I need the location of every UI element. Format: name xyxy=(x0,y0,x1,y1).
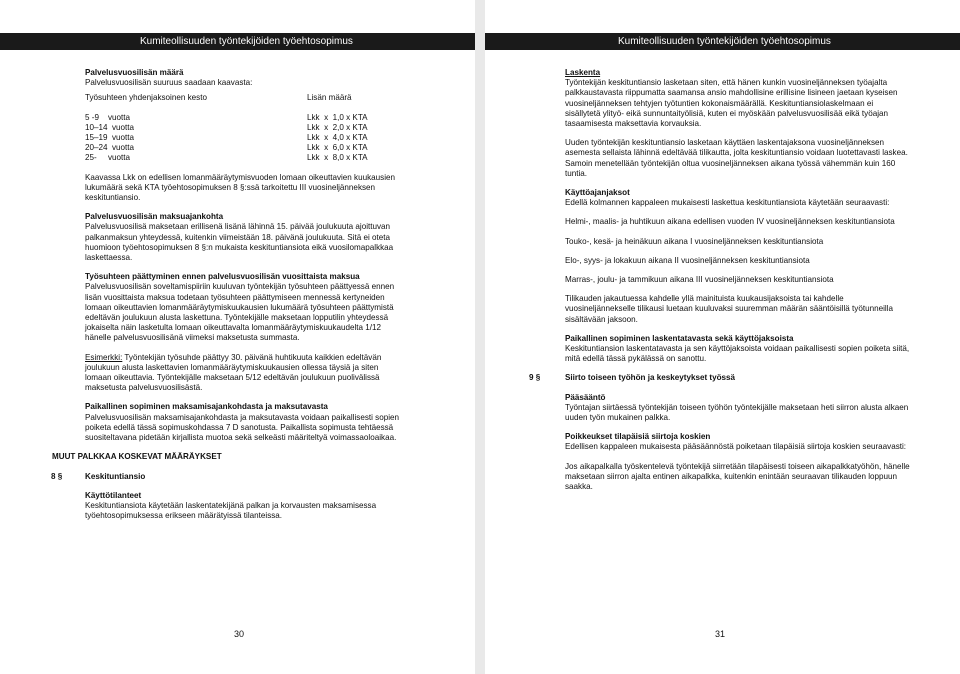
periods-intro: Edellä kolmannen kappaleen mukaisesti laskettua keskituntiansiota käytetään seuraavasti: xyxy=(565,198,890,208)
left-page xyxy=(0,0,475,674)
local-text: Palvelusvuosilisän maksamisajankohdasta ja maksutavasta voidaan paikallisesti sopien poiketa edellä tässä sopimuskohdassa 7 D sanotusta. Paikallista sopimusta tehtäessä suositeltavana pidetään kirjallista muotoa sekä selkeästi määriteltyä voimassaoloaikaa. xyxy=(85,412,400,443)
table-row xyxy=(85,123,403,133)
section-number: 8 § xyxy=(51,471,63,481)
new-employee-text: Uuden työntekijän keskituntiansio lasketaan käyttäen laskentajaksona vuosineljänneksen asemesta sellaista lähinnä edeltävää tilikautta, jolta keskituntiansio voidaan luotettavasti laskea. Samoin menetellään työntekijän oltua vuosineljänneksen aikana työssä vähemmän kuin 160 tuntia. xyxy=(565,138,908,178)
table-cell-duration: 25- vuotta xyxy=(85,153,130,163)
table-cell-duration: 10–14 vuotta xyxy=(85,122,135,132)
example-text: Työntekijän työsuhde päättyy 30. päivänä huhtikuuta kaikkien edeltävän joulukuun alusta laskettavien lomanmääräytymiskuukausien ollessa täysiä ja siten lomaan oikeuttavia. Työntekijälle maksetaan 5/12 edeltävän joulukuun puolivälissä maksetusta palvelusvuosilisästä. xyxy=(85,352,382,393)
table-cell-duration: 20–24 vuotta xyxy=(85,143,135,153)
page-header xyxy=(485,33,960,50)
amount-table xyxy=(85,113,403,164)
page-header xyxy=(0,33,475,50)
table-cell-duration: 15–19 vuotta xyxy=(85,133,135,143)
table-cell-duration: 5 -9 vuotta xyxy=(85,112,130,122)
period-item: Marras-, joulu- ja tammikuun aikana III vuosineljänneksen keskituntiansiota xyxy=(565,275,834,285)
exceptions-heading: Poikkeukset tilapäisiä siirtoja koskien xyxy=(565,432,711,442)
table-row xyxy=(85,113,403,123)
payment-heading: Palvelusvuosilisän maksuajankohta xyxy=(85,212,224,222)
section-8-title xyxy=(51,471,403,482)
local-text: Keskituntiansion laskentatavasta ja sen käyttöjaksoista voidaan paikallisesti sopien poiketa siitä, mitä edellä tässä pykälässä on sanottu. xyxy=(565,344,910,364)
calc-text: Työntekijän keskituntiansio lasketaan siten, että hänen kunkin vuosineljänneksen työajalta palkkaustavasta riippumatta saamansa ansio mahdollisine erillisine lisineen jaetaan kyseisen vuosineljänneksen tehtyjen työtuntien kokonaismäärällä. Keskituntiansiolaskelmaan ei sisällytetä ylityö- eikä sunnuntaityölisiä, kuten ei myöskään palvelusvuosilisää eikä työajan tasaamisesta maksettavia korvauksia. xyxy=(565,78,898,129)
section-9-title xyxy=(529,373,910,383)
amount-intro: Palvelusvuosilisän suuruus saadaan kaavasta: xyxy=(85,78,253,88)
right-page xyxy=(485,0,960,674)
local-heading: Paikallinen sopiminen maksamisajankohdasta ja maksutavasta xyxy=(85,402,328,412)
example-paragraph xyxy=(85,353,403,394)
rule-text: Työntajan siirtäessä työntekijän toiseen työhön työntekijälle maksetaan heti siirron alusta alkaen uuden työn mukainen palkka. xyxy=(565,402,909,423)
exceptions-text: Edellisen kappaleen mukaisesta pääsäännöstä poiketaan tilapäisiä siirtoja koskien seuraavasti: xyxy=(565,442,907,452)
usage-heading: Käyttötilanteet xyxy=(85,490,142,500)
section-number: 9 § xyxy=(529,373,541,383)
period-item: Touko-, kesä- ja heinäkuun aikana I vuosineljänneksen keskituntiansiota xyxy=(565,236,824,246)
table-header xyxy=(85,93,403,103)
rule-heading: Pääsääntö xyxy=(565,392,606,402)
header-title: Kumiteollisuuden työntekijöiden työehtosopimus xyxy=(140,36,353,47)
tilikausi-text: Tilikauden jakautuessa kahdelle yllä mainituista kuukausijaksoista tai kahdelle vuosineljännekselle tilikausi luetaan kuuluvaksi suuremman määrän sääntöisillä työtunneilla sisältävään jaksoon. xyxy=(565,294,893,324)
table-cell-amount: Lkk x 6,0 x KTA xyxy=(307,143,368,153)
termination-text: Palvelusvuosilisän soveltamispiiriin kuuluvan työntekijän työsuhteen päättyessä ennen lisän vuosittaista maksua todetaan työsuhteen päättymiseen mennessä kertyneiden lomaan oikeuttavien lomanmääräytymiskuukausien lukumäärä työsuhteen päättymistä edeltävän joulukuun alusta laskettuna. Työntekijälle maksetaan lopputilin yhteydessä jokaiselta näin lasketulta lomaan oikeuttavalta lomanmääräytymiskuukaudelta 1/12 hänelle palvelusvuosilisänä viimeksi maksetusta summasta. xyxy=(85,282,395,343)
example-label: Esimerkki: xyxy=(85,352,123,362)
amount-heading: Palvelusvuosilisän määrä xyxy=(85,68,184,77)
table-col-amount: Lisän määrä xyxy=(307,93,352,103)
page-number: 30 xyxy=(234,629,245,639)
section-title: Siirto toiseen työhön ja keskeytykset työssä xyxy=(565,373,736,383)
payment-text: Palvelusvuosilisä maksetaan erillisenä lisänä lähinnä 15. päivää joulukuuta ajoittuvan palkanmaksun yhteydessä, kuitenkin viimeistään 18. päivänä joulukuuta. Sitä ei oteta huomioon työehtosopimuksen 8 §:n mukaista keskituntiansiota eikä vuosilomapalkkaa laskettaessa. xyxy=(85,222,394,263)
table-row xyxy=(85,133,403,143)
formula-explanation: Kaavassa Lkk on edellisen lomanmääräytymisvuoden lomaan oikeuttavien kuukausien lukumäärä sekä KTA työehtosopimuksen 8 §:ssä tarkoitettu III vuosineljänneksen keskituntiansio. xyxy=(85,172,395,203)
header-title: Kumiteollisuuden työntekijöiden työehtosopimus xyxy=(618,36,831,47)
table-cell-amount: Lkk x 4,0 x KTA xyxy=(307,133,368,143)
table-col-duration: Työsuhteen yhdenjaksoinen kesto xyxy=(85,93,207,103)
right-content xyxy=(529,68,910,492)
local-heading: Paikallinen sopiminen laskentatavasta sekä käyttöjaksoista xyxy=(565,333,794,343)
chapter-heading: MUUT PALKKAA KOSKEVAT MÄÄRÄYKSET xyxy=(52,452,222,462)
table-cell-amount: Lkk x 8,0 x KTA xyxy=(307,153,368,163)
table-row xyxy=(85,143,403,153)
table-cell-amount: Lkk x 2,0 x KTA xyxy=(307,122,368,132)
table-row xyxy=(85,153,403,163)
periods-heading: Käyttöajanjaksot xyxy=(565,188,630,198)
section-title: Keskituntiansio xyxy=(85,471,146,481)
period-item: Helmi-, maalis- ja huhtikuun aikana edellisen vuoden IV vuosineljänneksen keskituntiansiota xyxy=(565,217,895,227)
table-cell-amount: Lkk x 1,0 x KTA xyxy=(307,112,368,122)
usage-text: Keskituntiansiota käytetään laskentatekijänä palkan ja korvausten maksamisessa työehtosopimuksessa erikseen määrätyissä tilanteissa. xyxy=(85,500,377,521)
period-item: Elo-, syys- ja lokakuun aikana II vuosineljänneksen keskituntiansiota xyxy=(565,255,810,265)
termination-heading: Työsuhteen päättyminen ennen palvelusvuosilisän vuosittaista maksua xyxy=(85,272,360,282)
left-content xyxy=(51,68,403,521)
calc-heading: Laskenta xyxy=(565,68,601,77)
timework-text: Jos aikapalkalla työskentelevä työntekijä siirretään tilapäisesti toiseen aikapalkkatyöhön, hänelle maksetaan siirron ajalta entinen aikapalkka, kuitenkin enintään seuraavan tilikauden loppuun saakka. xyxy=(565,461,910,492)
page-number: 31 xyxy=(715,629,726,639)
